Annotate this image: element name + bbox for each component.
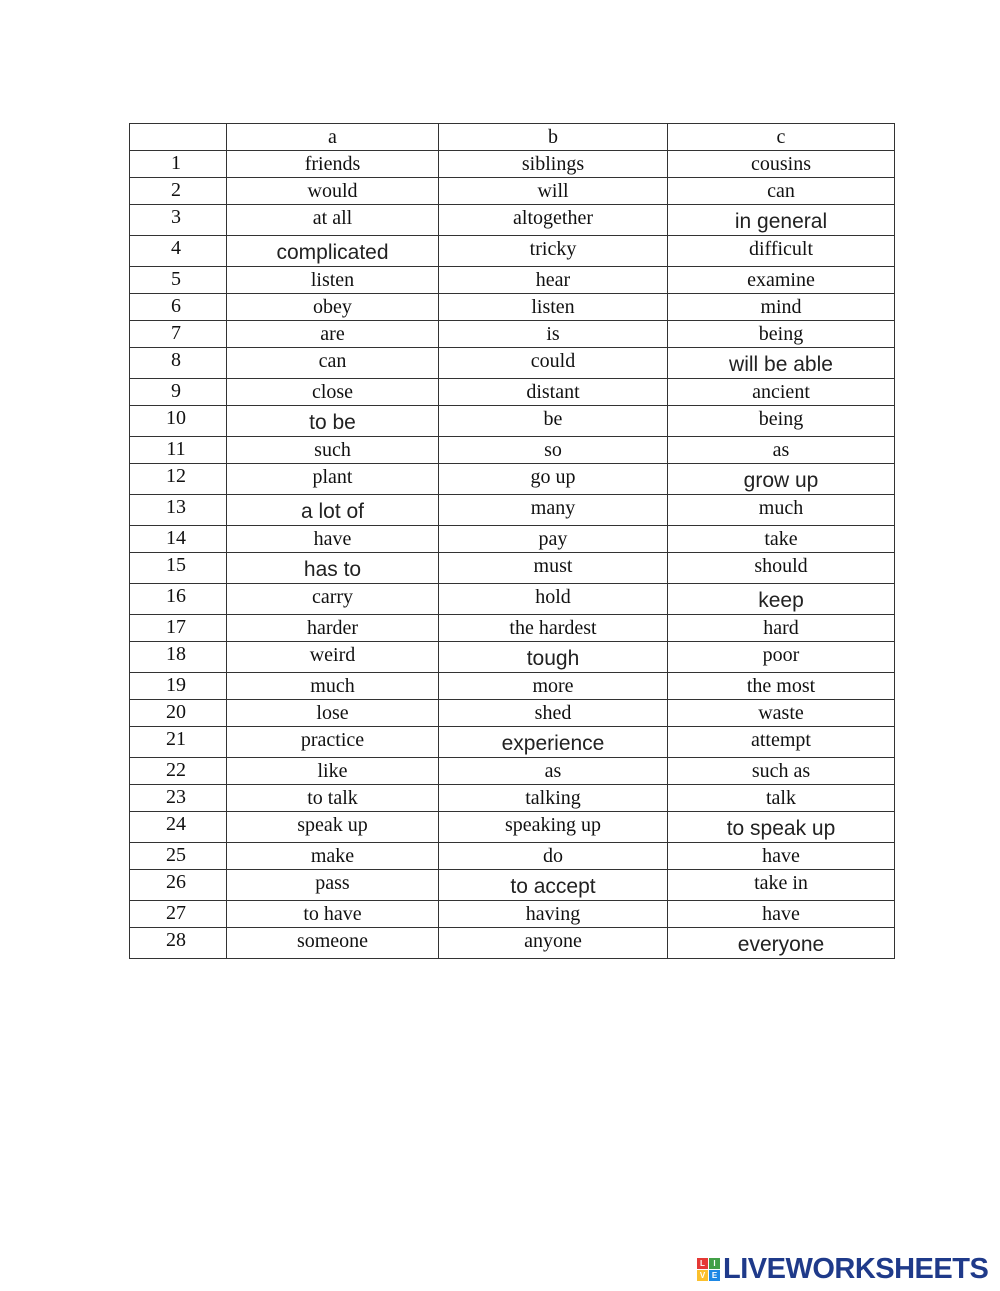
option-text: pay: [538, 528, 568, 550]
option-cell-b: [439, 928, 668, 959]
option-cell-c: [668, 812, 895, 843]
option-text: make: [310, 845, 355, 867]
option-cell-b: [439, 812, 668, 843]
row-number: 25: [130, 843, 227, 870]
option-cell-b: [439, 700, 668, 727]
option-cell-c: [668, 205, 895, 236]
table-body: [130, 151, 895, 959]
option-cell-b: [439, 727, 668, 758]
option-text: examine: [747, 269, 815, 291]
row-number: 21: [130, 727, 227, 758]
option-cell-a: [227, 178, 439, 205]
option-cell-a: [227, 584, 439, 615]
option-text: distant: [526, 381, 580, 403]
option-text: friends: [304, 153, 361, 175]
option-cell-b: [439, 464, 668, 495]
logo-block-v: V: [697, 1270, 708, 1281]
option-cell-c: [668, 901, 895, 928]
option-cell-a: [227, 727, 439, 758]
table-row: [130, 642, 895, 673]
option-text: having: [525, 903, 581, 925]
table-row: [130, 584, 895, 615]
option-cell-c: [668, 464, 895, 495]
option-cell-a: [227, 151, 439, 178]
option-text: must: [533, 555, 573, 577]
option-cell-c: [668, 642, 895, 673]
option-cell-a: [227, 294, 439, 321]
option-cell-c: [668, 348, 895, 379]
option-cell-c: [668, 700, 895, 727]
option-cell-b: [439, 758, 668, 785]
option-cell-b: [439, 785, 668, 812]
row-number: 12: [130, 464, 227, 495]
option-cell-a: [227, 495, 439, 526]
option-text: has to: [303, 558, 362, 581]
table-row: [130, 901, 895, 928]
option-cell-b: [439, 178, 668, 205]
option-text: take: [764, 528, 798, 550]
option-cell-a: [227, 205, 439, 236]
option-text: as: [772, 439, 790, 461]
option-cell-c: [668, 526, 895, 553]
row-number: 4: [130, 236, 227, 267]
table-row: [130, 785, 895, 812]
option-text: should: [754, 555, 808, 577]
option-cell-b: [439, 205, 668, 236]
table-row: [130, 294, 895, 321]
table-row: [130, 553, 895, 584]
option-cell-b: [439, 642, 668, 673]
row-number: 1: [130, 151, 227, 178]
option-cell-b: [439, 870, 668, 901]
option-cell-c: [668, 928, 895, 959]
option-text: speaking up: [504, 814, 602, 836]
option-text: ancient: [752, 381, 810, 403]
option-text: would: [307, 180, 358, 202]
table-row: [130, 236, 895, 267]
option-text: at all: [312, 207, 353, 229]
option-cell-b: [439, 901, 668, 928]
option-text: shed: [534, 702, 572, 724]
option-cell-a: [227, 553, 439, 584]
table-row: [130, 437, 895, 464]
option-text: obey: [313, 296, 352, 318]
option-text: experience: [501, 732, 605, 755]
option-cell-b: [439, 151, 668, 178]
option-cell-a: [227, 615, 439, 642]
table-row: [130, 267, 895, 294]
option-cell-a: [227, 348, 439, 379]
option-cell-b: [439, 526, 668, 553]
option-cell-c: [668, 843, 895, 870]
option-text: a lot of: [300, 500, 365, 523]
option-cell-c: [668, 406, 895, 437]
option-cell-a: [227, 267, 439, 294]
logo-block-e: E: [709, 1270, 720, 1281]
header-cell-b: b: [439, 124, 668, 151]
option-cell-c: [668, 758, 895, 785]
brand-name: LIVEWORKSHEETS: [723, 1252, 989, 1285]
option-text: many: [530, 497, 576, 519]
option-cell-a: [227, 843, 439, 870]
row-number: 20: [130, 700, 227, 727]
option-text: being: [758, 408, 804, 430]
option-text: hear: [535, 269, 571, 291]
option-cell-c: [668, 673, 895, 700]
option-cell-c: [668, 615, 895, 642]
option-cell-b: [439, 673, 668, 700]
header-row: [130, 124, 895, 151]
option-cell-b: [439, 236, 668, 267]
option-text: carry: [311, 586, 354, 608]
row-number: 6: [130, 294, 227, 321]
option-text: mind: [760, 296, 802, 318]
option-text: weird: [309, 644, 356, 666]
option-text: plant: [312, 466, 353, 488]
row-number: 7: [130, 321, 227, 348]
row-number: 13: [130, 495, 227, 526]
header-cell-a: a: [227, 124, 439, 151]
option-cell-c: [668, 236, 895, 267]
option-cell-b: [439, 553, 668, 584]
row-number: 10: [130, 406, 227, 437]
option-cell-a: [227, 758, 439, 785]
header-cell-number: [130, 124, 227, 151]
option-text: do: [543, 845, 563, 867]
option-cell-b: [439, 615, 668, 642]
row-number: 15: [130, 553, 227, 584]
option-text: close: [311, 381, 354, 403]
option-text: to speak up: [726, 817, 836, 840]
option-text: to have: [303, 903, 362, 925]
option-text: someone: [296, 930, 369, 952]
row-number: 8: [130, 348, 227, 379]
option-text: tough: [526, 647, 580, 670]
option-text: difficult: [748, 238, 814, 260]
option-text: practice: [300, 729, 365, 751]
option-cell-a: [227, 700, 439, 727]
row-number: 5: [130, 267, 227, 294]
option-cell-c: [668, 553, 895, 584]
option-cell-a: [227, 406, 439, 437]
table-row: [130, 464, 895, 495]
option-cell-b: [439, 348, 668, 379]
row-number: 17: [130, 615, 227, 642]
table-row: [130, 615, 895, 642]
option-text: can: [767, 180, 795, 202]
live-blocks-icon: [697, 1258, 720, 1281]
option-text: have: [762, 845, 800, 867]
option-cell-b: [439, 843, 668, 870]
option-text: siblings: [521, 153, 585, 175]
option-cell-b: [439, 584, 668, 615]
option-cell-a: [227, 437, 439, 464]
table-row: [130, 928, 895, 959]
option-text: listen: [310, 269, 355, 291]
table-row: [130, 843, 895, 870]
option-cell-a: [227, 901, 439, 928]
row-number: 27: [130, 901, 227, 928]
row-number: 18: [130, 642, 227, 673]
option-cell-a: [227, 642, 439, 673]
option-text: are: [320, 323, 345, 345]
option-cell-a: [227, 379, 439, 406]
option-cell-a: [227, 812, 439, 843]
option-cell-a: [227, 321, 439, 348]
option-text: anyone: [524, 930, 582, 952]
option-text: talking: [525, 787, 581, 809]
table-row: [130, 526, 895, 553]
header-cell-c: c: [668, 124, 895, 151]
option-cell-c: [668, 584, 895, 615]
table-row: [130, 205, 895, 236]
row-number: 11: [130, 437, 227, 464]
option-text: be: [543, 408, 563, 430]
option-text: poor: [762, 644, 800, 666]
option-text: could: [530, 350, 576, 372]
option-text: to be: [309, 411, 356, 434]
option-text: such as: [751, 760, 811, 782]
option-text: to accept: [510, 875, 596, 898]
option-text: take in: [754, 872, 808, 894]
row-number: 22: [130, 758, 227, 785]
option-text: much: [310, 675, 355, 697]
option-text: being: [758, 323, 804, 345]
logo-block-i: I: [709, 1258, 720, 1269]
option-cell-b: [439, 267, 668, 294]
table-row: [130, 321, 895, 348]
option-text: the most: [746, 675, 816, 697]
table-row: [130, 758, 895, 785]
option-cell-a: [227, 236, 439, 267]
option-cell-a: [227, 673, 439, 700]
row-number: 23: [130, 785, 227, 812]
option-text: talk: [766, 787, 796, 809]
option-cell-a: [227, 870, 439, 901]
option-text: so: [544, 439, 562, 461]
row-number: 26: [130, 870, 227, 901]
table-row: [130, 379, 895, 406]
option-cell-c: [668, 379, 895, 406]
option-text: much: [758, 497, 804, 519]
option-cell-c: [668, 321, 895, 348]
option-cell-b: [439, 406, 668, 437]
option-text: altogether: [513, 207, 593, 229]
option-text: cousins: [751, 153, 811, 175]
table-row: [130, 812, 895, 843]
option-cell-c: [668, 437, 895, 464]
option-text: attempt: [751, 729, 811, 751]
answer-options-table: [129, 123, 895, 959]
option-text: will: [537, 180, 569, 202]
option-text: complicated: [276, 241, 389, 264]
option-text: waste: [758, 702, 804, 724]
option-text: as: [544, 760, 562, 782]
table-row: [130, 495, 895, 526]
option-text: like: [317, 760, 348, 782]
option-text: pass: [315, 872, 350, 894]
option-text: can: [318, 350, 347, 372]
option-cell-a: [227, 464, 439, 495]
row-number: 19: [130, 673, 227, 700]
option-cell-b: [439, 379, 668, 406]
option-text: the hardest: [509, 617, 597, 639]
option-text: everyone: [737, 933, 825, 956]
row-number: 24: [130, 812, 227, 843]
option-text: have: [762, 903, 800, 925]
option-text: have: [313, 528, 352, 550]
option-cell-c: [668, 495, 895, 526]
option-cell-b: [439, 321, 668, 348]
option-cell-a: [227, 526, 439, 553]
option-cell-c: [668, 294, 895, 321]
option-cell-b: [439, 294, 668, 321]
table-row: [130, 151, 895, 178]
option-text: grow up: [743, 469, 819, 492]
option-text: in general: [734, 210, 828, 233]
table-row: [130, 727, 895, 758]
option-text: is: [546, 323, 560, 345]
option-cell-b: [439, 495, 668, 526]
option-cell-c: [668, 727, 895, 758]
logo-block-l: L: [697, 1258, 708, 1269]
row-number: 3: [130, 205, 227, 236]
table-row: [130, 178, 895, 205]
option-text: hold: [535, 586, 571, 608]
option-cell-c: [668, 785, 895, 812]
row-number: 9: [130, 379, 227, 406]
option-text: go up: [530, 466, 576, 488]
row-number: 28: [130, 928, 227, 959]
option-cell-c: [668, 178, 895, 205]
option-text: such: [314, 439, 351, 461]
option-cell-c: [668, 870, 895, 901]
liveworksheets-logo: [697, 1253, 988, 1285]
table-row: [130, 673, 895, 700]
option-text: tricky: [529, 238, 577, 260]
table-row: [130, 406, 895, 437]
option-text: more: [532, 675, 574, 697]
option-text: hard: [763, 617, 799, 639]
table-row: [130, 870, 895, 901]
option-text: will be able: [729, 353, 833, 376]
option-cell-b: [439, 437, 668, 464]
option-text: listen: [531, 296, 575, 318]
option-text: harder: [306, 617, 359, 639]
table-row: [130, 700, 895, 727]
option-cell-c: [668, 151, 895, 178]
option-text: lose: [316, 702, 349, 724]
row-number: 16: [130, 584, 227, 615]
option-cell-a: [227, 928, 439, 959]
option-cell-a: [227, 785, 439, 812]
option-text: to talk: [307, 787, 358, 809]
table-row: [130, 348, 895, 379]
row-number: 14: [130, 526, 227, 553]
option-cell-c: [668, 267, 895, 294]
option-text: speak up: [297, 814, 368, 836]
option-text: keep: [758, 589, 804, 612]
row-number: 2: [130, 178, 227, 205]
